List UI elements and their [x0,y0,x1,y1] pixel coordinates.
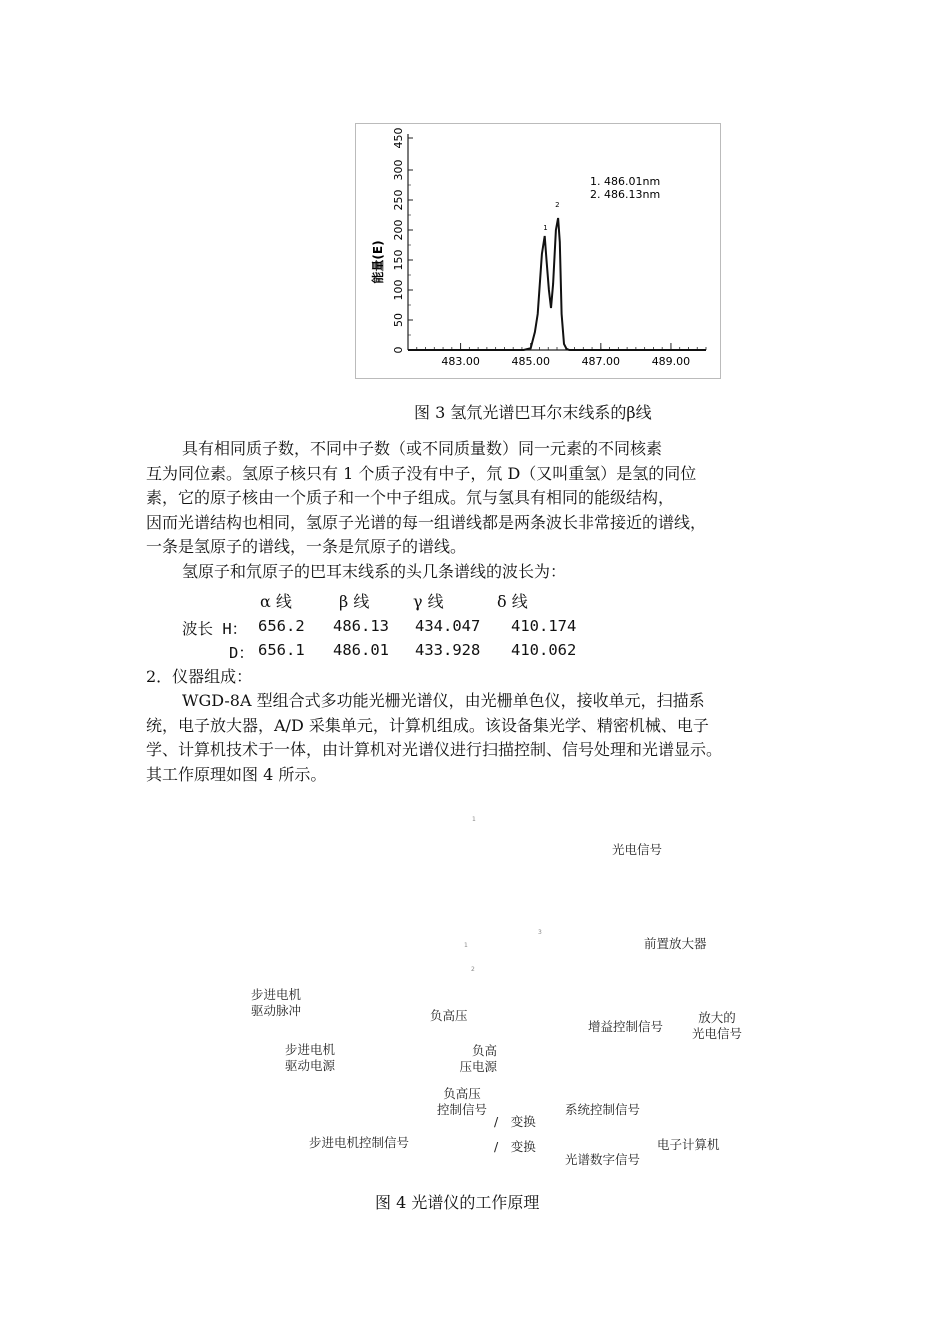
label-conversion-2: / 变换 [494,1139,536,1154]
peak-label: 1 [543,224,548,232]
paragraph-line: 统，电子放大器，A/D 采集单元，计算机组成。该设备集光学、精密机械、电子 [146,715,709,735]
table-cell: 486.13 [333,617,389,635]
table-cell: 433.928 [415,641,481,659]
label-stepper-power [285,1042,335,1074]
label-amplified-signal [692,1010,742,1042]
paragraph-line: 具有相同质子数，不同中子数（或不同质量数）同一元素的不同核素 [182,439,663,458]
label-neg-hv-supply [452,1043,497,1075]
label-system-control: 系统控制信号 [565,1102,641,1117]
label-stepper-control: 步进电机控制信号 [309,1135,410,1150]
y-axis-label: 能量(E) [371,240,385,284]
label-line: 负高压 [443,1086,481,1101]
figure3-caption: 图 3 氢氘光谱巴耳尔末线系的β线 [414,403,652,422]
label-line: 放大的 [698,1010,736,1025]
spectrum-chart [356,124,720,378]
table-cell: 434.047 [415,617,481,635]
label-preamp: 前置放大器 [644,936,707,951]
paragraph-line: WGD-8A 型组合式多功能光栅光谱仪，由光栅单色仪，接收单元，扫描系 [182,691,705,710]
diagram-marker: 1 [464,942,468,949]
y-tick-label: 150 [392,249,405,271]
y-tick-label: 0 [392,346,405,354]
y-tick-label: 100 [392,279,405,301]
table-cell: 410.174 [511,617,577,635]
paragraph-line: 其工作原理如图 4 所示。 [146,764,327,784]
paragraph-instrument [146,689,846,787]
table-cell: 410.062 [511,641,577,659]
paragraph-line: 一条是氢原子的谱线，一条是氘原子的谱线。 [146,537,467,556]
label-neg-hv-control [437,1086,487,1118]
paragraph-line: 素，它的原子核由一个质子和一个中子组成。氘与氢具有相同的能级结构， [146,488,675,507]
table-header-delta: δ 线 [497,592,528,611]
table-cell: 656.1 [258,641,305,659]
x-tick-label: 485.00 [511,355,550,368]
tick-layer [392,128,706,369]
label-stepper-pulse [251,987,301,1019]
table-header-gamma: γ 线 [413,592,444,611]
paragraph-balmer-intro: 氢原子和氘原子的巴耳末线系的头几条谱线的波长为： [182,561,567,581]
table-cell: 486.01 [333,641,389,659]
diagram-marker: 1 [472,816,476,823]
y-tick-label: 50 [392,313,405,327]
label-line: 驱动电源 [285,1058,336,1073]
peak-label: 2 [555,201,560,210]
annotation-1: 1. 486.01nm [590,175,661,188]
label-computer: 电子计算机 [657,1137,720,1152]
label-conversion-1: / 变换 [494,1114,536,1129]
diagram-marker: 2 [471,966,475,973]
paragraph-line: 因而光谱结构也相同，氢原子光谱的每一组谱线都是两条波长非常接近的谱线， [146,512,707,532]
spectrum-series-line [408,218,706,350]
label-neg-hv: 负高压 [430,1008,468,1023]
y-tick-label: 250 [392,189,405,211]
label-line: 压电源 [459,1059,498,1074]
label-line: 光电信号 [692,1026,743,1041]
x-tick-label: 489.00 [651,355,691,368]
y-tick-label: 300 [392,159,405,181]
table-header-alpha: α 线 [260,592,292,611]
section-heading-instrument: 2．仪器组成： [146,667,253,686]
label-line: 控制信号 [437,1102,488,1117]
table-cell: 656.2 [258,617,305,635]
y-tick-label: 200 [392,219,405,241]
paragraph-line: 学、计算机技术于一体，由计算机对光谱仪进行扫描控制、信号处理和光谱显示。 [146,740,723,759]
diagram-marker: 3 [538,929,542,936]
x-tick-label: 487.00 [581,355,621,368]
label-line: 步进电机 [251,987,302,1002]
figure3-chart-frame [355,123,721,379]
annotation-2: 2. 486.13nm [590,188,661,201]
label-gain-control: 增益控制信号 [588,1019,664,1034]
table-header-beta: β 线 [339,592,370,611]
label-line: 驱动脉冲 [251,1003,302,1018]
label-photo-signal: 光电信号 [612,842,663,857]
label-line: 负高 [472,1043,498,1058]
paragraph-line: 互为同位素。氢原子核只有 1 个质子没有中子，氘 D（又叫重氢）是氢的同位 [146,463,697,483]
label-spectrum-digital: 光谱数字信号 [565,1152,641,1167]
x-tick-label: 483.00 [441,355,480,368]
y-tick-label: 450 [392,127,405,149]
row-d-label: D： [229,644,254,662]
paragraph-isotopes [146,437,846,584]
row-h-label: 波长 H： [182,620,248,638]
label-line: 步进电机 [285,1042,336,1057]
figure4-caption: 图 4 光谱仪的工作原理 [375,1193,540,1212]
